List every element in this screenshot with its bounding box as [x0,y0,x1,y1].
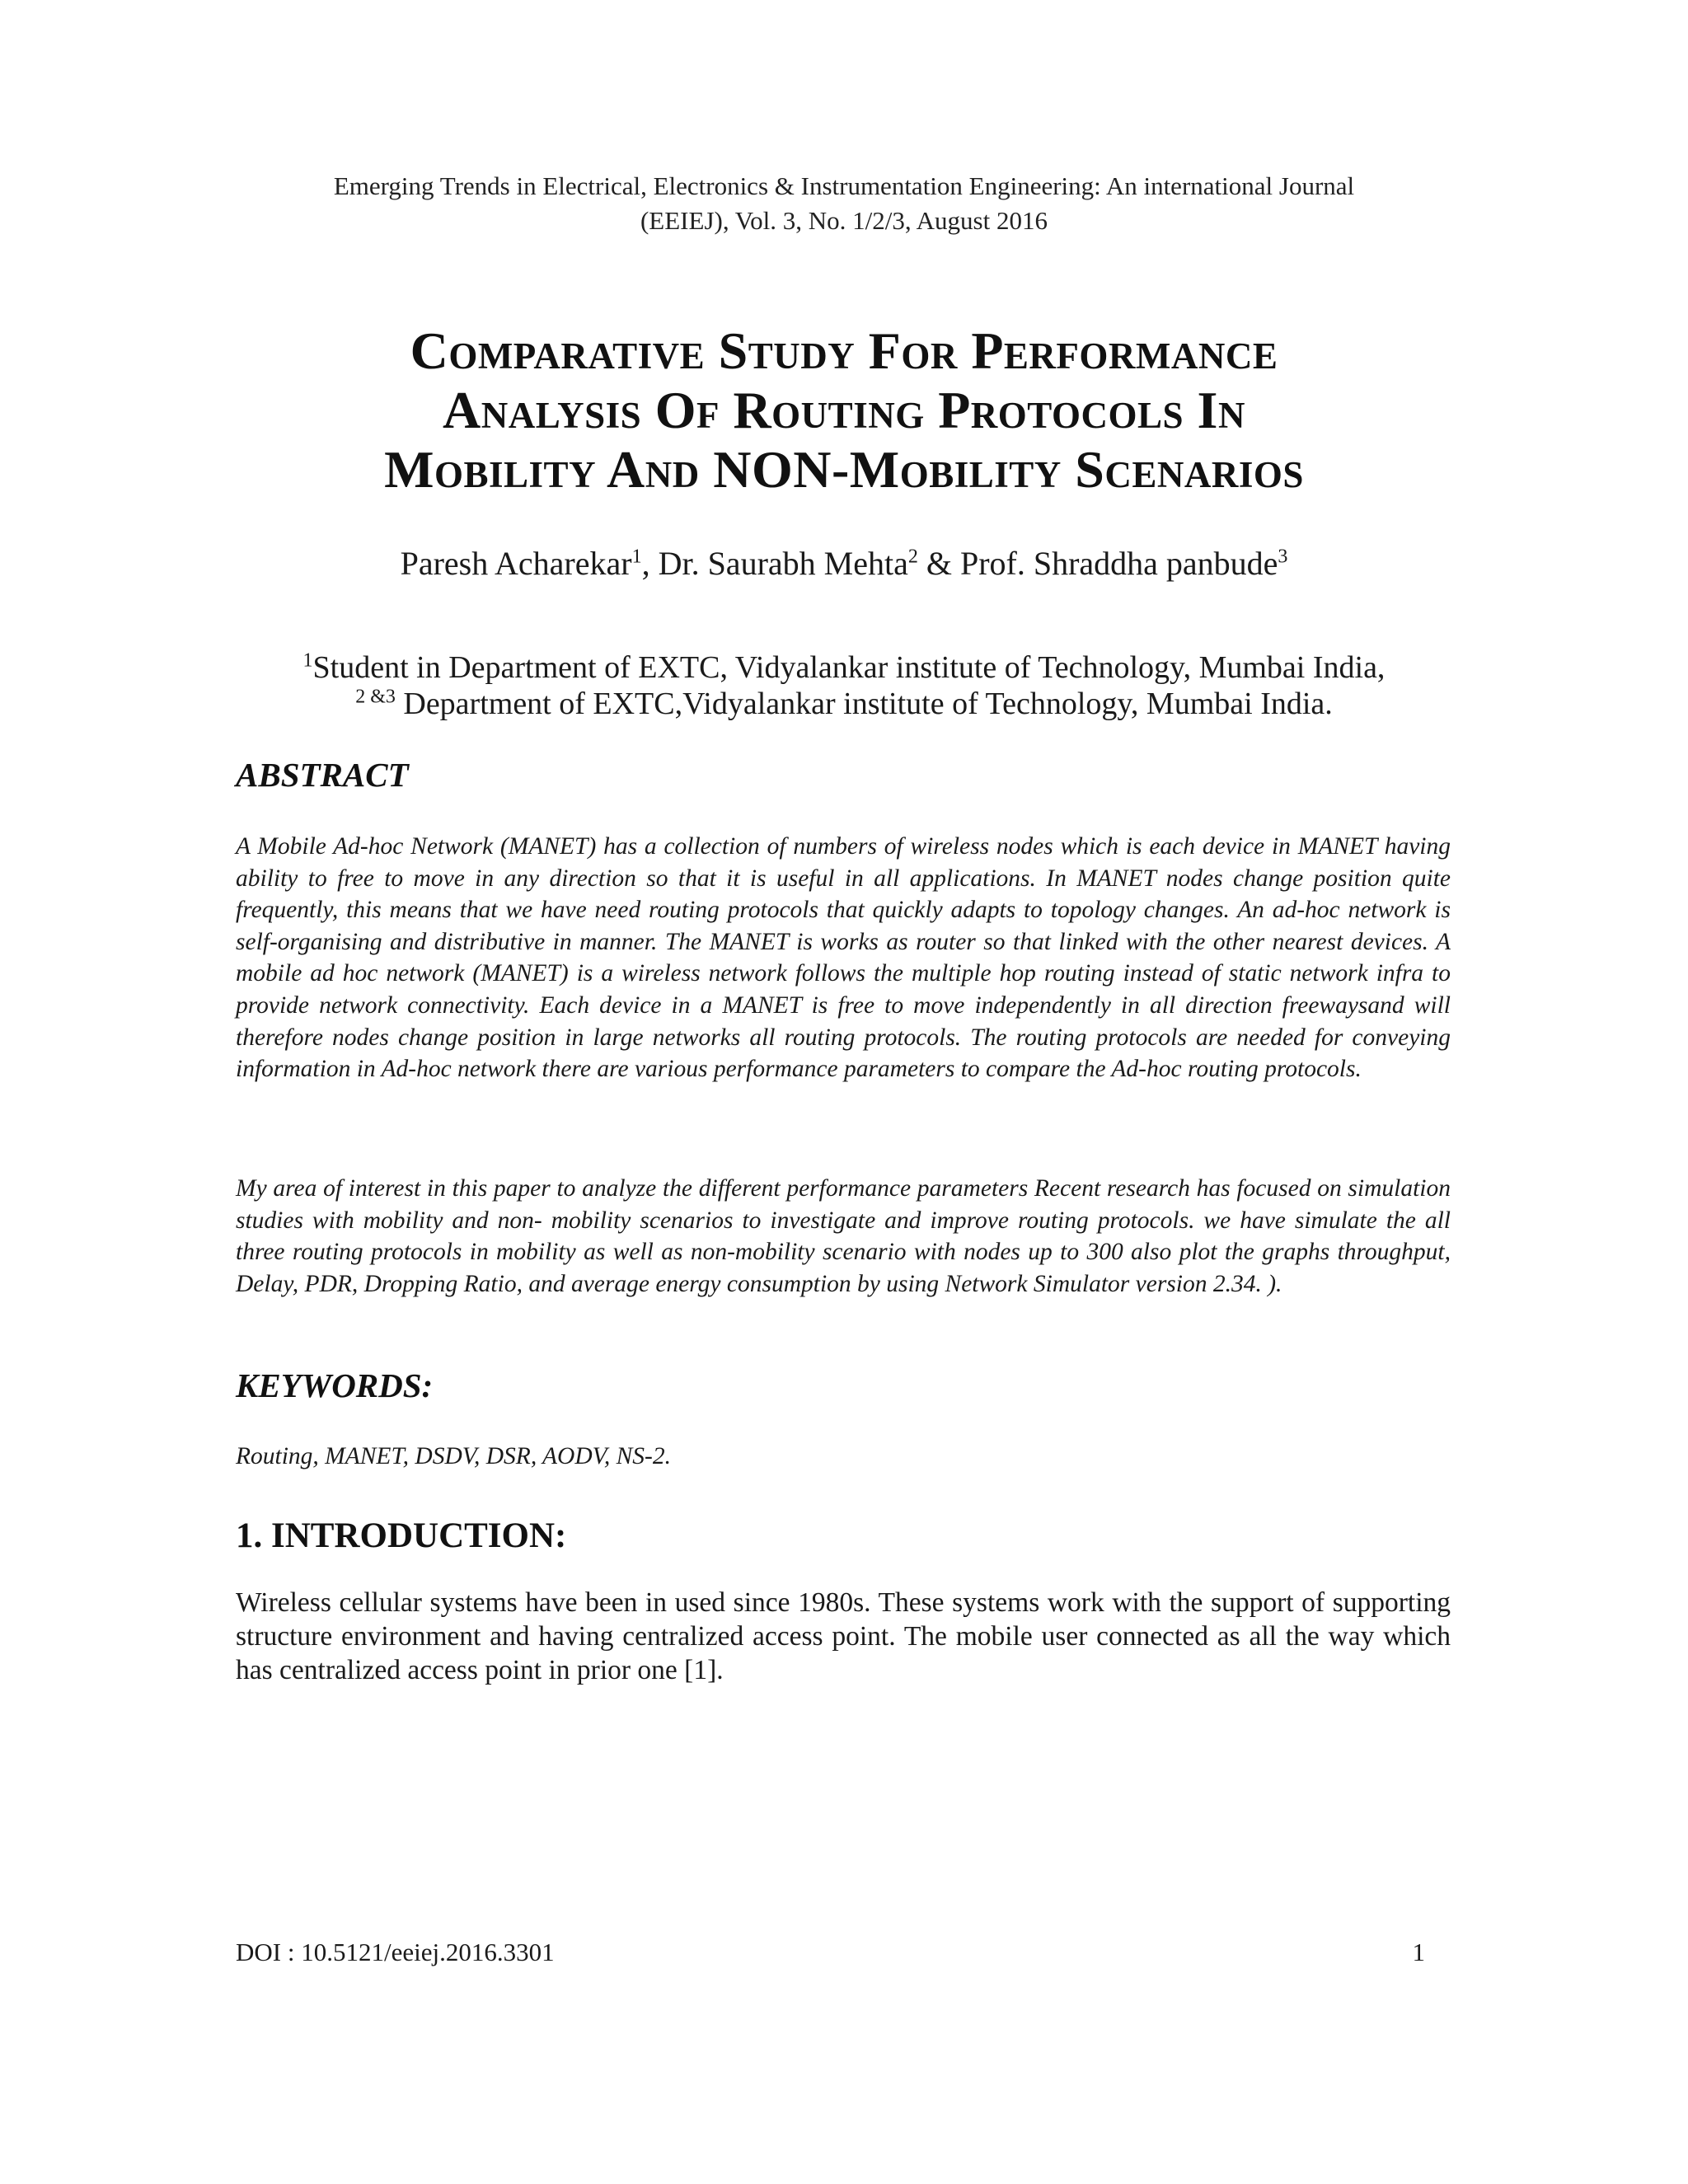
keywords-text: Routing, MANET, DSDV, DSR, AODV, NS-2. [236,1443,672,1469]
title-line-1: Comparative Study For Performance [410,321,1278,380]
keywords-heading: KEYWORDS: [236,1366,434,1404]
author-1: Paresh Acharekar [400,545,632,582]
paper-title [0,321,1688,499]
author-3-affil: 3 [1278,546,1288,568]
author-1-affil: 1 [631,546,642,568]
affiliation-2-marker: 2 &3 [355,686,396,708]
title-line-3: Mobility And NON-Mobility Scenarios [384,440,1304,499]
title-line-2: Analysis Of Routing Protocols In [443,381,1245,439]
affiliation-1 [0,649,1688,686]
abstract-heading: ABSTRACT [236,756,409,794]
journal-volume: (EEIEJ), Vol. 3, No. 1/2/3, August 2016 [640,206,1048,235]
affiliation-1-text: Student in Department of EXTC, Vidyalankar institute of Technology, Mumbai India, [312,650,1386,685]
author-list [0,542,1688,585]
affiliation-2-text: Department of EXTC,Vidyalankar institute of Technology, Mumbai India. [395,687,1333,721]
introduction-paragraph-1: Wireless cellular systems have been in used since 1980s. These systems work with the support of supporting structure environment and having centralized access point. The mobile user connected as all the way which has centralized access point in prior one [1]. [236,1587,1451,1685]
doi-footer: DOI : 10.5121/eeiej.2016.3301 [236,1938,555,1966]
author-3: & Prof. Shraddha panbude [917,545,1278,582]
affiliation-2 [0,686,1688,722]
affiliations [0,649,1688,722]
affiliation-1-marker: 1 [302,649,313,672]
abstract-paragraph-2: My area of interest in this paper to analyze the different performance parameters Recent research has focused on simulation studies with mobility and non- mobility scenarios to investigate and improve routing protocols. we have simulate the all three routing protocols in mobility as well as non-mobility scenario with nodes up to 300 also plot the graphs throughput, Delay, PDR, Dropping Ratio, and average energy consumption by using Network Simulator version 2.34. ). [236,1175,1451,1297]
author-2: , Dr. Saurabh Mehta [641,545,908,582]
page-number: 1 [1412,1938,1425,1966]
journal-name: Emerging Trends in Electrical, Electronics & Instrumentation Engineering: An international Journal [333,171,1355,200]
author-2-affil: 2 [907,546,918,568]
running-header [0,169,1688,238]
abstract-paragraph-1: A Mobile Ad-hoc Network (MANET) has a collection of numbers of wireless nodes which is each device in MANET having ability to free to move in any direction so that it is useful in all applications. In MANET nodes change position quite frequently, this means that we have need routing protocols that quickly adapts to topology changes. An ad-hoc network is self-organising and distributive in manner. The MANET is works as router so that linked with the other nearest devices. A mobile ad hoc network (MANET) is a wireless network follows the multiple hop routing instead of static network infra to provide network connectivity. Each device in a MANET is free to move independently in all direction freewaysand will therefore nodes change position in large networks all routing protocols. The routing protocols are needed for conveying information in Ad-hoc network there are various performance parameters to compare the Ad-hoc routing protocols. [236,833,1451,1083]
introduction-heading: 1. INTRODUCTION: [236,1516,567,1555]
